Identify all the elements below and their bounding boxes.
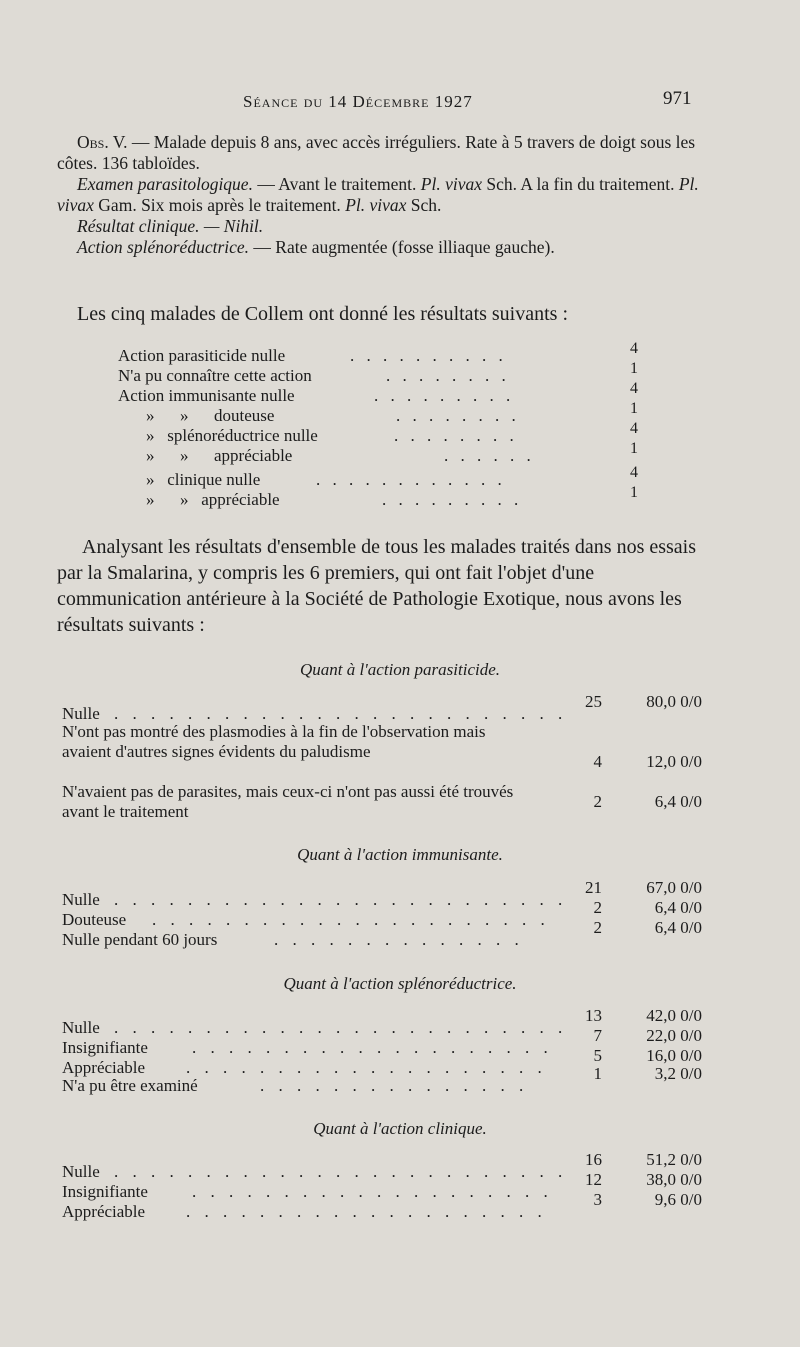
row-label: » clinique nulle	[146, 470, 261, 489]
row-count: 25	[585, 692, 602, 711]
list-item	[118, 484, 648, 510]
dot-leader: . . . . . . . . . . . . . . . . . . . . . . . . .	[114, 1162, 568, 1181]
row-label: Nulle pendant 60 jours	[62, 930, 218, 949]
dot-leader: . . . . . . . . . . . . . . . . . . . .	[186, 1058, 547, 1077]
row-value: 4	[630, 420, 638, 437]
row-label: » » douteuse	[146, 406, 275, 425]
page-header	[0, 86, 800, 116]
splen-text: — Rate augmentée (fosse illiaque gauche).	[249, 237, 555, 257]
row-label: N'a pu être examiné	[62, 1076, 198, 1095]
row-percent: 80,0 0/0	[646, 692, 702, 711]
running-title: Séance du 14 Décembre 1927	[243, 92, 473, 111]
row-label: » » appréciable	[146, 446, 293, 465]
row-label: » » appréciable	[146, 490, 280, 509]
row-count: 5	[593, 1046, 602, 1065]
clinical-result: Résultat clinique. — Nihil.	[77, 216, 264, 236]
row-label: N'a pu connaître cette action	[118, 366, 312, 385]
dot-leader: . . . . . . . . . . . . . . .	[260, 1076, 529, 1095]
row-percent: 3,2 0/0	[654, 1064, 702, 1083]
row-value: 1	[630, 484, 638, 501]
row-count: 12	[585, 1170, 602, 1189]
dot-leader: . . . . . .	[444, 446, 535, 465]
row-percent: 22,0 0/0	[646, 1026, 702, 1045]
exam-pl-3: Pl. vivax	[345, 195, 407, 215]
row-count: 16	[585, 1150, 602, 1169]
row-value: 4	[630, 380, 638, 397]
obs-line1: — Malade depuis 8 ans, avec accès irréguliers. Rate à 5 travers de doigt sous les côtes. 136 tabloïdes.	[57, 132, 696, 173]
row-label: Nulle	[62, 704, 100, 723]
dot-leader: . . . . . . . . . . . . . . . . . . . . . . . . .	[114, 890, 568, 909]
dot-leader: . . . . . . . . .	[382, 490, 523, 509]
row-percent: 16,0 0/0	[646, 1046, 702, 1065]
row-percent: 38,0 0/0	[646, 1170, 702, 1189]
analysis-paragraph: Analysant les résultats d'ensemble de tous les malades traités dans nos essais par la Smalarina, y compris les 6 premiers, qui ont fait l'objet d'une communication antérieure à la Société de Pathologie Exotique, nous avons les résultats suivants :	[57, 536, 697, 636]
row-value: 4	[630, 340, 638, 357]
row-label: Nulle	[62, 1018, 100, 1037]
row-count: 2	[593, 898, 602, 917]
splen-label: Action splénoréductrice.	[77, 237, 250, 257]
row-label: Appréciable	[62, 1058, 146, 1077]
observation-v	[57, 132, 702, 258]
row-count: 4	[593, 752, 602, 771]
row-percent: 51,2 0/0	[646, 1150, 702, 1169]
row-label: Appréciable	[62, 1202, 146, 1221]
row-percent: 42,0 0/0	[646, 1006, 702, 1025]
row-label: Insignifiante	[62, 1038, 148, 1057]
dot-leader: . . . . . . . . .	[374, 386, 515, 405]
list-item	[118, 440, 648, 466]
dot-leader: . . . . . . . . . . . . . .	[274, 930, 524, 949]
list-item	[118, 360, 648, 386]
exam-text-2: Sch. A la fin du traitement.	[482, 174, 679, 194]
exam-text-4: Sch.	[406, 195, 442, 215]
row-label: Nulle	[62, 1162, 100, 1181]
row-count: 2	[593, 918, 602, 937]
row-count: 1	[593, 1064, 602, 1083]
dot-leader: . . . . . . . . . . . . . . . . . . . . . . . . .	[114, 704, 568, 723]
dot-leader: . . . . . . . .	[394, 426, 518, 445]
list-item	[118, 340, 648, 366]
row-label: Nulle	[62, 890, 100, 909]
list-item	[118, 420, 648, 446]
dot-leader: . . . . . . . . . . . . . . . . . . . . . .	[152, 910, 550, 929]
row-percent: 9,6 0/0	[654, 1190, 702, 1209]
dot-leader: . . . . . . . . . .	[350, 346, 507, 365]
dot-leader: . . . . . . . . . . . . . . . . . . . .	[192, 1038, 553, 1057]
collem-results-list	[118, 340, 648, 510]
row-count: 13	[585, 1006, 602, 1025]
exam-text-3: Gam. Six mois après le traitement.	[93, 195, 346, 215]
row-label: » splénoréductrice nulle	[146, 426, 318, 445]
row-count: 3	[593, 1190, 602, 1209]
row-percent: 67,0 0/0	[646, 878, 702, 897]
exam-text-1: — Avant le traitement.	[252, 174, 421, 194]
row-percent: 6,4 0/0	[654, 898, 702, 917]
collem-intro: Les cinq malades de Collem ont donné les résultats suivants :	[77, 303, 569, 325]
obs-tag: Obs. V.	[77, 132, 128, 152]
row-value: 1	[630, 400, 638, 417]
row-label: Action parasiticide nulle	[118, 346, 286, 365]
dot-leader: . . . . . . . . . . . .	[316, 470, 506, 489]
row-label: N'avaient pas de parasites, mais ceux-ci n'ont pas aussi été trouvés avant le traitement	[62, 782, 514, 821]
row-percent: 6,4 0/0	[654, 792, 702, 811]
list-item	[118, 380, 648, 406]
row-count: 21	[585, 878, 602, 897]
exam-label: Examen parasitologique.	[77, 174, 253, 194]
page-number: 971	[663, 88, 692, 109]
exam-pl-1: Pl. vivax	[420, 174, 482, 194]
row-label: Douteuse	[62, 910, 127, 929]
row-label: N'ont pas montré des plasmodies à la fin de l'observation mais avaient d'autres signes évidents du paludisme	[62, 722, 486, 761]
section-title-immunisante: Quant à l'action immunisante.	[297, 845, 503, 864]
list-item	[118, 400, 648, 426]
row-label: Insignifiante	[62, 1182, 148, 1201]
dot-leader: . . . . . . . .	[396, 406, 520, 425]
row-value: 1	[630, 360, 638, 377]
section-title-clinique: Quant à l'action clinique.	[313, 1119, 487, 1138]
section-title-parasiticide: Quant à l'action parasiticide.	[299, 660, 501, 679]
section-title-splenoreductrice: Quant à l'action splénoréductrice.	[283, 974, 517, 993]
row-count: 2	[593, 792, 602, 811]
row-label: Action immunisante nulle	[118, 386, 295, 405]
list-item	[118, 464, 648, 490]
row-value: 1	[630, 440, 638, 457]
dot-leader: . . . . . . . . . . . . . . . . . . . .	[186, 1202, 547, 1221]
row-percent: 6,4 0/0	[654, 918, 702, 937]
dot-leader: . . . . . . . . . . . . . . . . . . . .	[192, 1182, 553, 1201]
dot-leader: . . . . . . . .	[386, 366, 510, 385]
dot-leader: . . . . . . . . . . . . . . . . . . . . . . . . .	[114, 1018, 568, 1037]
exam-pl-2: Pl. vivax	[57, 174, 699, 215]
row-percent: 12,0 0/0	[646, 752, 702, 771]
row-value: 4	[630, 464, 638, 481]
row-count: 7	[593, 1026, 602, 1045]
